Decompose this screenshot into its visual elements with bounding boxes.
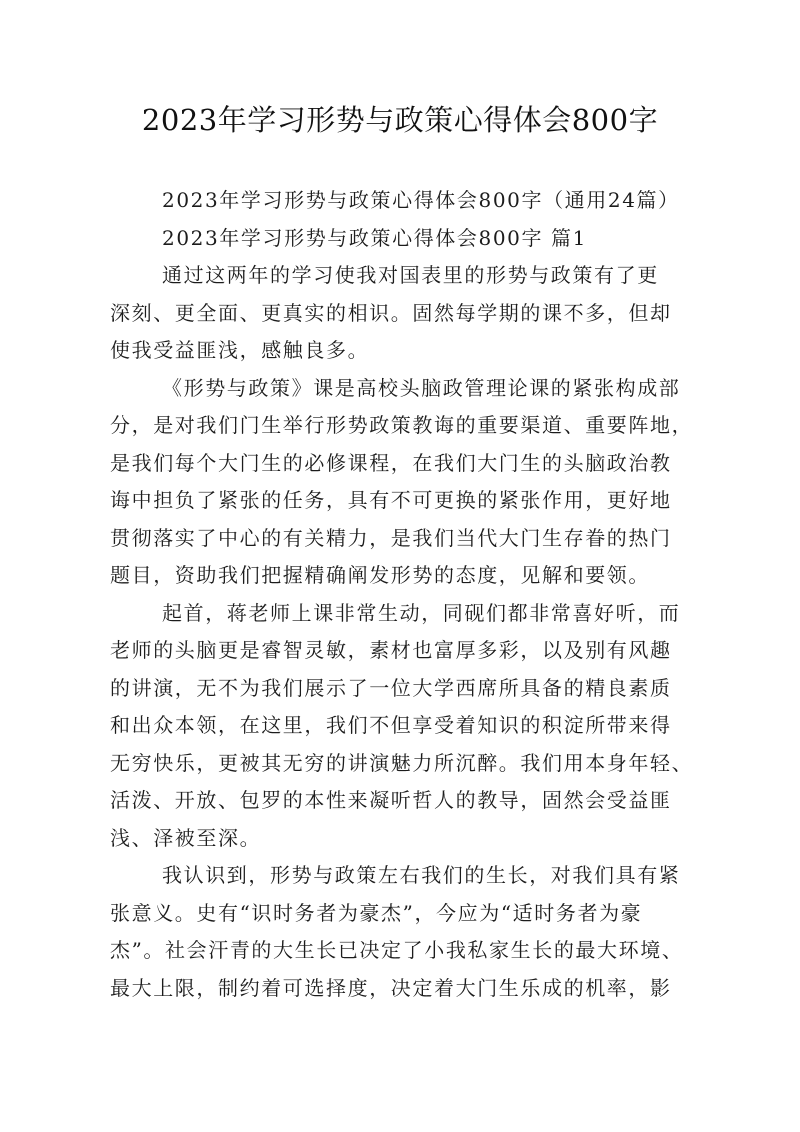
document-body (110, 182, 700, 1007)
paragraph-line: 是我们每个大门生的必修课程，在我们大门生的头脑政治教 (110, 450, 672, 475)
paragraph-line: 起首，蒋老师上课非常生动，同砚们都非常喜好听，而 (162, 600, 681, 625)
paragraph-line: 的讲演，无不为我们展示了一位大学西席所具备的精良素质 (110, 675, 672, 700)
paragraph-line: 活泼、开放、包罗的本性来凝听哲人的教导，固然会受益匪 (110, 788, 672, 812)
paragraph-line: 张意义。史有“识时务者为豪杰”，今应为“适时务者为豪 (110, 900, 643, 925)
paragraph-line: 诲中担负了紧张的任务，具有不可更换的紧张作用，更好地 (110, 488, 672, 512)
paragraph-line: 贯彻落实了中心的有关精力，是我们当代大门生存眷的热门 (110, 525, 672, 550)
paragraph-line: 老师的头脑更是睿智灵敏，素材也富厚多彩，以及别有风趣 (110, 638, 672, 662)
paragraph-line: 通过这两年的学习使我对国表里的形势与政策有了更 (162, 263, 659, 287)
paragraph-line: 使我受益匪浅，感触良多。 (110, 338, 370, 362)
paragraph-line: 深刻、更全面、更真实的相识。固然每学期的课不多，但却 (110, 300, 672, 325)
paragraph-line: 《形势与政策》课是高校头脑政管理论课的紧张构成部 (162, 375, 681, 400)
paragraph-line: 我认识到，形势与政策左右我们的生长，对我们具有紧 (162, 863, 681, 887)
document-title: 2023年学习形势与政策心得体会800字 (141, 103, 659, 137)
paragraph-line: 杰”。社会汗青的大生长已决定了小我私家生长的最大环境、 (110, 938, 684, 962)
paragraph-line: 和出众本领，在这里，我们不但享受着知识的积淀所带来得 (110, 713, 672, 737)
paragraph (110, 370, 700, 595)
paragraph (110, 257, 700, 370)
paragraph (110, 595, 700, 858)
paragraph-line: 浅、泽被至深。 (110, 825, 262, 850)
subtitle-line: 2023年学习形势与政策心得体会800字（通用24篇） (162, 188, 680, 212)
paragraph-line: 无穷快乐，更被其无穷的讲演魅力所沉醉。我们用本身年轻、 (110, 750, 694, 775)
paragraph (110, 857, 700, 1007)
paragraph-line: 题目，资助我们把握精确阐发形势的态度，见解和要领。 (110, 563, 650, 587)
paragraph-line: 最大上限，制约着可选择度，决定着大门生乐成的机率，影 (110, 975, 672, 1000)
paragraph-line: 分，是对我们门生举行形势政策教诲的重要渠道、重要阵地， (110, 413, 694, 437)
section-heading: 2023年学习形势与政策心得体会800字 篇1 (162, 225, 587, 250)
